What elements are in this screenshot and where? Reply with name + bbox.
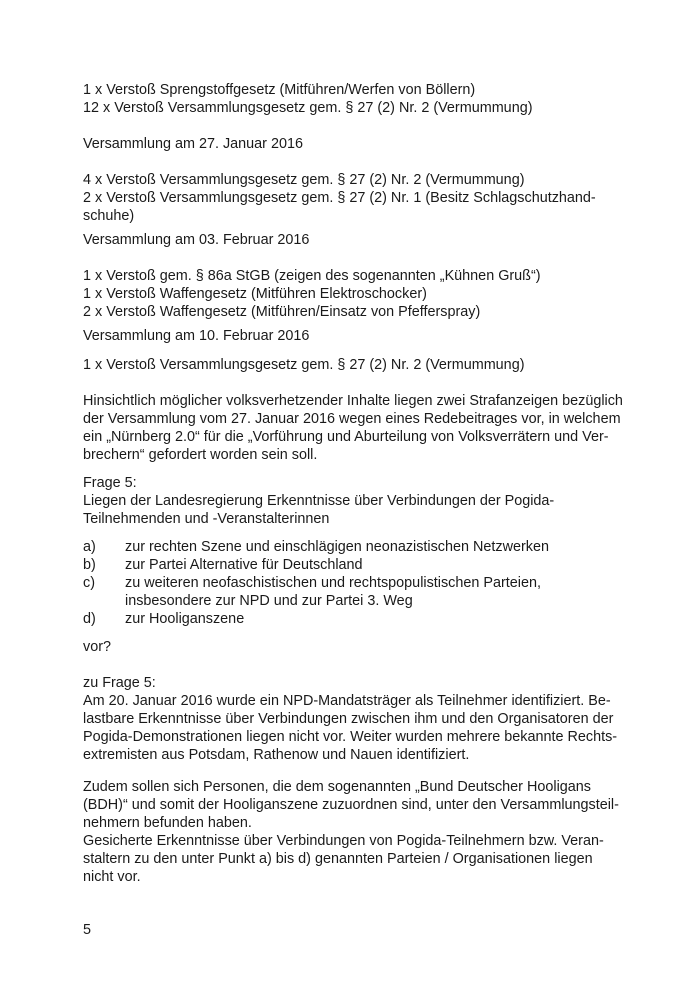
list-text: zur rechten Szene und einschlägigen neonazistischen Netzwerken bbox=[125, 539, 549, 555]
list-text: zur Partei Alternative für Deutschland bbox=[125, 557, 363, 573]
list-item bbox=[83, 610, 623, 628]
section-heading: Versammlung am 10. Februar 2016 bbox=[83, 328, 310, 344]
text-line: staltern zu den unter Punkt a) bis d) genannten Parteien / Organisationen liegen bbox=[83, 851, 593, 867]
text-line: der Versammlung vom 27. Januar 2016 wegen eines Redebeitrages vor, in welchem bbox=[83, 411, 621, 427]
violations-intro bbox=[83, 81, 623, 117]
text-line: lastbare Erkenntnisse über Verbindungen zwischen ihm und den Organisatoren der bbox=[83, 711, 614, 727]
text-line: Gesicherte Erkenntnisse über Verbindungen von Pogida-Teilnehmern bzw. Veran- bbox=[83, 833, 604, 849]
list-item-continuation bbox=[83, 592, 623, 610]
question-5 bbox=[83, 474, 623, 528]
text-line: 1 x Verstoß Sprengstoffgesetz (Mitführen/Werfen von Böllern) bbox=[83, 82, 476, 98]
violations-list bbox=[83, 171, 623, 225]
section-heading: Versammlung am 03. Februar 2016 bbox=[83, 232, 310, 248]
question-title: Frage 5: bbox=[83, 475, 137, 491]
list-item bbox=[83, 538, 623, 556]
list-text: insbesondere zur NPD und zur Partei 3. Weg bbox=[125, 593, 413, 609]
list-marker: d) bbox=[83, 611, 96, 627]
text-line: extremisten aus Potsdam, Rathenow und Nauen identifiziert. bbox=[83, 747, 470, 763]
text-line: Liegen der Landesregierung Erkenntnisse über Verbindungen der Pogida- bbox=[83, 493, 555, 509]
violations-list bbox=[83, 267, 623, 321]
text-line: brechern“ gefordert worden sein soll. bbox=[83, 447, 318, 463]
paragraph bbox=[83, 778, 623, 832]
text-line: Am 20. Januar 2016 wurde ein NPD-Mandatsträger als Teilnehmer identifiziert. Be- bbox=[83, 693, 611, 709]
question-closing: vor? bbox=[83, 639, 111, 655]
text-line: nicht vor. bbox=[83, 869, 141, 885]
text-line: nehmern befunden haben. bbox=[83, 815, 252, 831]
list-text: zu weiteren neofaschistischen und rechtspopulistischen Parteien, bbox=[125, 575, 541, 591]
text-line: 1 x Verstoß Waffengesetz (Mitführen Elektroschocker) bbox=[83, 286, 427, 302]
text-line: 12 x Verstoß Versammlungsgesetz gem. § 27 (2) Nr. 2 (Vermummung) bbox=[83, 100, 533, 116]
answer-title: zu Frage 5: bbox=[83, 675, 156, 691]
violations-list bbox=[83, 356, 623, 374]
list-marker: a) bbox=[83, 539, 96, 555]
list-marker: b) bbox=[83, 557, 96, 573]
page-number: 5 bbox=[83, 922, 92, 938]
text-line: (BDH)“ und somit der Hooliganszene zuzuordnen sind, unter den Versammlungsteil- bbox=[83, 797, 619, 813]
text-line: Pogida-Demonstrationen liegen nicht vor. Weiter wurden mehrere bekannte Rechts- bbox=[83, 729, 618, 745]
section-heading: Versammlung am 27. Januar 2016 bbox=[83, 136, 303, 152]
text-line: schuhe) bbox=[83, 208, 135, 224]
answer-5 bbox=[83, 674, 623, 764]
list-text: zur Hooliganszene bbox=[125, 611, 245, 627]
text-line: 4 x Verstoß Versammlungsgesetz gem. § 27 (2) Nr. 2 (Vermummung) bbox=[83, 172, 525, 188]
text-line: Hinsichtlich möglicher volksverhetzender Inhalte liegen zwei Strafanzeigen bezüglich bbox=[83, 393, 623, 409]
paragraph bbox=[83, 392, 623, 464]
question-list bbox=[83, 538, 623, 628]
list-item bbox=[83, 556, 623, 574]
list-marker: c) bbox=[83, 575, 95, 591]
text-line: 1 x Verstoß Versammlungsgesetz gem. § 27 (2) Nr. 2 (Vermummung) bbox=[83, 357, 525, 373]
list-item bbox=[83, 574, 623, 592]
text-line: Teilnehmenden und -Veranstalterinnen bbox=[83, 511, 330, 527]
text-line: 2 x Verstoß Waffengesetz (Mitführen/Einsatz von Pfefferspray) bbox=[83, 304, 481, 320]
paragraph bbox=[83, 832, 623, 886]
text-line: 2 x Verstoß Versammlungsgesetz gem. § 27 (2) Nr. 1 (Besitz Schlagschutzhand- bbox=[83, 190, 596, 206]
text-line: Zudem sollen sich Personen, die dem sogenannten „Bund Deutscher Hooligans bbox=[83, 779, 591, 795]
text-line: 1 x Verstoß gem. § 86a StGB (zeigen des sogenannten „Kühnen Gruß“) bbox=[83, 268, 541, 284]
text-line: ein „Nürnberg 2.0“ für die „Vorführung und Aburteilung von Volksverrätern und Ver- bbox=[83, 429, 609, 445]
